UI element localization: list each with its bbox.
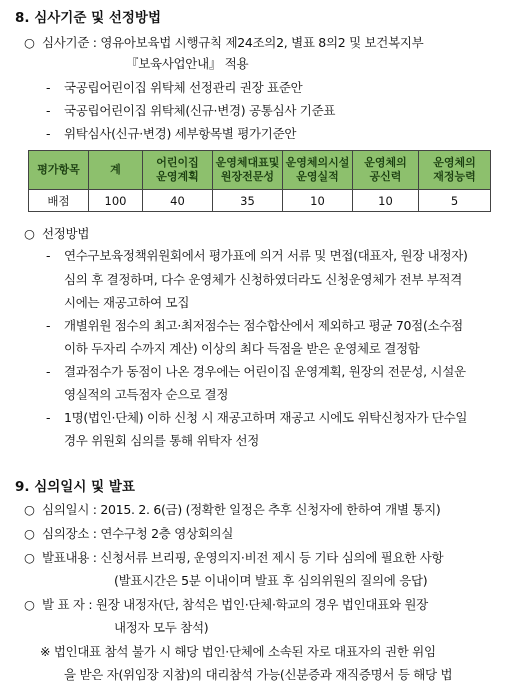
dash-bullet-icon: - bbox=[46, 318, 51, 333]
circle-bullet-icon: ○ bbox=[24, 35, 35, 50]
criteria-item-text: 국공립어린이집 위탁체 선정관리 권장 표준안 bbox=[64, 80, 303, 95]
table-cell: 35 bbox=[213, 190, 283, 212]
table-row bbox=[29, 190, 491, 212]
method-item: - 결과점수가 동점이 나온 경우에는 어린이집 운영계획, 원장의 전문성, 시설운 bbox=[46, 364, 466, 379]
criteria-text: 심사기준 : 영유아보육법 시행규칙 제24조의2, 별표 8의2 및 보건복지부 bbox=[42, 35, 424, 50]
dash-bullet-icon: - bbox=[46, 410, 51, 425]
note-line-cont: 을 받은 자(위임장 지참)의 대리참석 가능(신분증과 재직증명서 등 해당 법 bbox=[64, 667, 453, 682]
table-cell: 배점 bbox=[29, 190, 89, 212]
schedule-item: ○ 심의일시 : 2015. 2. 6(금) (정확한 일정은 추후 신청자에 한하여 개별 통지) bbox=[24, 502, 441, 517]
method-item-cont: 경우 위원회 심의를 통해 위탁자 선정 bbox=[64, 433, 259, 448]
dash-bullet-icon: - bbox=[46, 364, 51, 379]
table-cell: 40 bbox=[143, 190, 213, 212]
method-title: 선정방법 bbox=[42, 226, 90, 241]
evaluation-table bbox=[28, 150, 491, 212]
method-item-cont: 이하 두자리 수까지 계산) 이상의 최다 득점을 받은 운영체로 결정함 bbox=[64, 341, 420, 356]
circle-bullet-icon: ○ bbox=[24, 526, 35, 541]
circle-bullet-icon: ○ bbox=[24, 226, 35, 241]
table-header-cell: 운영체의 재정능력 bbox=[419, 151, 491, 190]
table-header-cell: 어린이집 운영계획 bbox=[143, 151, 213, 190]
method-item: - 개별위원 점수의 최고·최저점수는 점수합산에서 제외하고 평균 70점(소수점 bbox=[46, 318, 463, 333]
table-header-cell: 평가항목 bbox=[29, 151, 89, 190]
note-line: ※ 법인대표 참석 불가 시 해당 법인·단체에 소속된 자로 대표자의 권한 위임 bbox=[40, 644, 436, 659]
schedule-item-cont: 내정자 모두 참석) bbox=[114, 620, 209, 635]
table-header-cell: 운영체대표및 원장전문성 bbox=[213, 151, 283, 190]
table-header-row bbox=[29, 151, 491, 190]
method-item: - 연수구보육정책위원회에서 평가표에 의거 서류 및 면접(대표자, 원장 내정자) bbox=[46, 248, 468, 263]
dash-bullet-icon: - bbox=[46, 248, 51, 263]
circle-bullet-icon: ○ bbox=[24, 502, 35, 517]
method-item-cont: 심의 후 결정하며, 다수 운영체가 신청하였더라도 신청운영체가 전부 부적격 bbox=[64, 272, 463, 287]
dash-bullet-icon: - bbox=[46, 126, 51, 141]
criteria-line bbox=[24, 33, 423, 51]
schedule-item-cont: (발표시간은 5분 이내이며 발표 후 심의위원의 질의에 응답) bbox=[114, 573, 428, 588]
method-item-cont: 시에는 재공고하여 모집 bbox=[64, 295, 190, 310]
method-item-cont: 영실적의 고득점자 순으로 결정 bbox=[64, 387, 229, 402]
criteria-item-text: 위탁심사(신규·변경) 세부항목별 평가기준안 bbox=[64, 126, 297, 141]
schedule-item: ○ 발 표 자 : 원장 내정자(단, 참석은 법인·단체·학교의 경우 법인대표와 원장 bbox=[24, 597, 428, 612]
section-8-title: 8. 심사기준 및 선정방법 bbox=[15, 10, 161, 26]
dash-bullet-icon: - bbox=[46, 80, 51, 95]
table-cell: 10 bbox=[353, 190, 419, 212]
circle-bullet-icon: ○ bbox=[24, 597, 35, 612]
table-cell: 5 bbox=[419, 190, 491, 212]
criteria-item bbox=[46, 124, 296, 142]
criteria-text-cont: 『보육사업안내』 적용 bbox=[126, 56, 249, 71]
schedule-item: ○ 발표내용 : 신청서류 브리핑, 운영의지·비전 제시 등 기타 심의에 필요한 사항 bbox=[24, 550, 444, 565]
table-header-cell: 계 bbox=[89, 151, 143, 190]
table-header-cell: 운영체의시설 운영실적 bbox=[283, 151, 353, 190]
criteria-item-text: 국공립어린이집 위탁체(신규·변경) 공통심사 기준표 bbox=[64, 103, 336, 118]
schedule-item: ○ 심의장소 : 연수구청 2층 영상회의실 bbox=[24, 526, 234, 541]
method-title-line bbox=[24, 224, 89, 242]
section-9-title: 9. 심의일시 및 발표 bbox=[15, 479, 135, 495]
circle-bullet-icon: ○ bbox=[24, 550, 35, 565]
table-cell: 100 bbox=[89, 190, 143, 212]
method-item: - 1명(법인·단체) 이하 신청 시 재공고하며 재공고 시에도 위탁신청자가 단수일 bbox=[46, 410, 468, 425]
table-header-cell: 운영체의 공신력 bbox=[353, 151, 419, 190]
table-cell: 10 bbox=[283, 190, 353, 212]
criteria-item bbox=[46, 78, 302, 96]
criteria-item bbox=[46, 101, 335, 119]
dash-bullet-icon: - bbox=[46, 103, 51, 118]
